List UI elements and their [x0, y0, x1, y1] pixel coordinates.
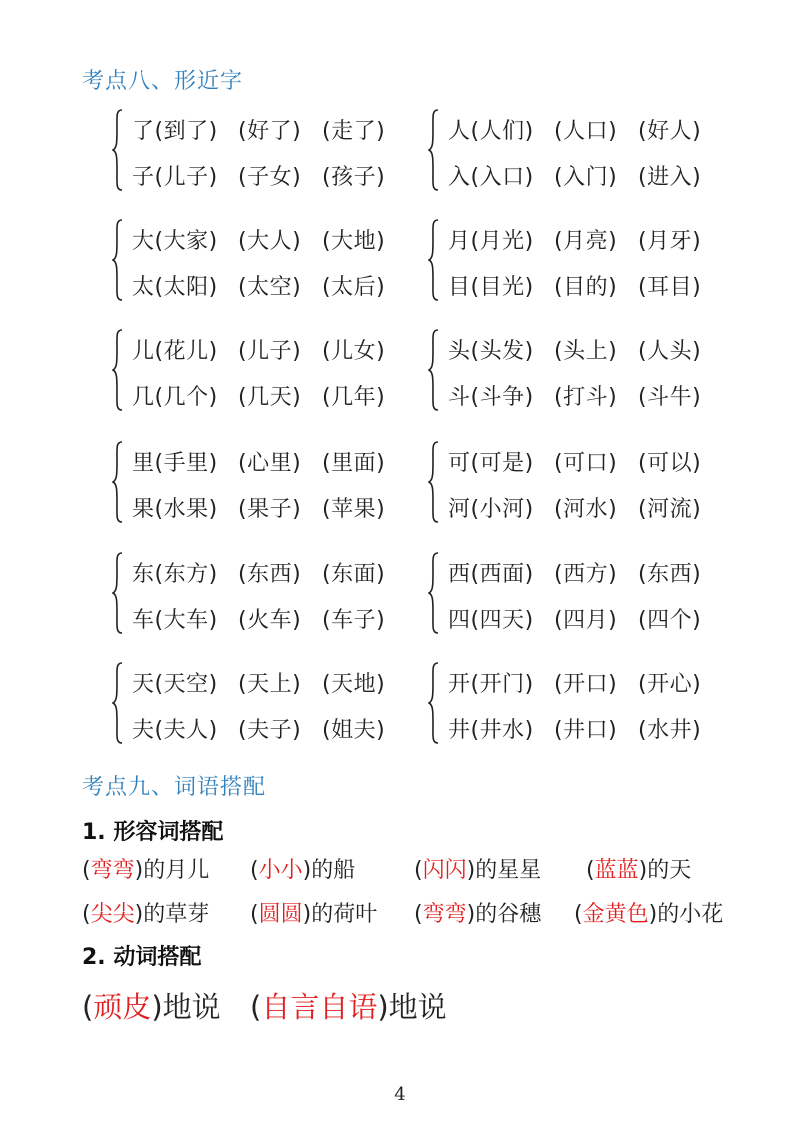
word-entry: 四(四天): [448, 608, 534, 633]
answer-word: 尖尖: [90, 902, 135, 927]
phrase-suffix: 的星星: [475, 858, 542, 883]
char-row: [132, 380, 385, 411]
answer-word: 弯弯: [90, 858, 135, 883]
page-number: 4: [394, 1084, 406, 1105]
phrase-suffix: 的草芽: [143, 902, 210, 927]
word-entry: 可(可是): [448, 451, 534, 476]
word-entry: (儿子): [238, 339, 302, 364]
word-entry: (开心): [638, 672, 702, 697]
word-entry: (东西): [638, 562, 702, 587]
char-group: [112, 328, 412, 412]
verb-phrase: (自言自语)地说: [250, 990, 447, 1024]
curly-brace-icon: [428, 551, 440, 635]
char-row: [448, 603, 701, 634]
word-entry: (果子): [238, 497, 302, 522]
word-entry: (月牙): [638, 229, 702, 254]
curly-brace-icon: [428, 661, 440, 745]
char-row: [448, 492, 701, 523]
word-entry: (东面): [322, 562, 386, 587]
word-entry: (苹果): [322, 497, 386, 522]
word-entry: (目的): [554, 275, 618, 300]
char-row: [132, 224, 385, 255]
phrase-suffix: 的小花: [657, 902, 724, 927]
word-entry: 夫(夫人): [132, 718, 218, 743]
word-entry: (夫子): [238, 718, 302, 743]
char-row: [448, 224, 701, 255]
adjective-phrase: (尖尖)的草芽: [82, 902, 210, 927]
section-8-heading: 考点八、形近字: [82, 69, 244, 94]
word-entry: 了(到了): [132, 119, 218, 144]
word-entry: (可口): [554, 451, 618, 476]
word-entry: (河流): [638, 497, 702, 522]
word-entry: 车(大车): [132, 608, 218, 633]
word-entry: 头(头发): [448, 339, 534, 364]
word-entry: 入(入口): [448, 165, 534, 190]
word-entry: (心里): [238, 451, 302, 476]
char-group: [112, 440, 412, 524]
word-entry: (太空): [238, 275, 302, 300]
char-row: [448, 667, 701, 698]
adjective-phrase: (蓝蓝)的天: [586, 858, 692, 883]
word-entry: (儿女): [322, 339, 386, 364]
word-entry: 儿(花儿): [132, 339, 218, 364]
curly-brace-icon: [112, 551, 124, 635]
adjective-phrase: (闪闪)的星星: [414, 858, 542, 883]
char-row: [448, 160, 701, 191]
answer-word: 圆圆: [258, 902, 303, 927]
curly-brace-icon: [428, 328, 440, 412]
word-entry: (入门): [554, 165, 618, 190]
char-row: [448, 114, 701, 145]
word-entry: 斗(斗争): [448, 385, 534, 410]
char-row: [132, 334, 385, 365]
answer-word: 金黄色: [582, 902, 649, 927]
word-entry: 目(目光): [448, 275, 534, 300]
word-entry: (车子): [322, 608, 386, 633]
word-entry: (进入): [638, 165, 702, 190]
word-entry: 开(开门): [448, 672, 534, 697]
word-entry: (太后): [322, 275, 386, 300]
word-entry: 月(月光): [448, 229, 534, 254]
char-row: [132, 713, 385, 744]
word-entry: 东(东方): [132, 562, 218, 587]
char-row: [132, 557, 385, 588]
word-entry: (耳目): [638, 275, 702, 300]
char-row: [132, 446, 385, 477]
word-entry: (几天): [238, 385, 302, 410]
phrase-suffix: 的荷叶: [311, 902, 378, 927]
curly-brace-icon: [112, 328, 124, 412]
char-row: [132, 114, 385, 145]
phrase-suffix: 地说: [162, 990, 221, 1024]
char-group: [112, 218, 412, 302]
word-entry: 人(人们): [448, 119, 534, 144]
curly-brace-icon: [428, 218, 440, 302]
word-entry: (天地): [322, 672, 386, 697]
char-group: [112, 661, 412, 745]
word-entry: (井口): [554, 718, 618, 743]
char-row: [448, 557, 701, 588]
answer-word: 顽皮: [93, 990, 152, 1024]
curly-brace-icon: [428, 440, 440, 524]
char-group: [112, 551, 412, 635]
word-entry: 太(太阳): [132, 275, 218, 300]
phrase-suffix: 的船: [311, 858, 356, 883]
word-entry: (姐夫): [322, 718, 386, 743]
adjective-phrase: (金黄色)的小花: [574, 902, 724, 927]
char-group: [428, 440, 728, 524]
word-entry: 西(西面): [448, 562, 534, 587]
word-entry: (孩子): [322, 165, 386, 190]
verb-phrase: (顽皮)地说: [82, 990, 221, 1024]
word-entry: (里面): [322, 451, 386, 476]
word-entry: 河(小河): [448, 497, 534, 522]
word-entry: (月亮): [554, 229, 618, 254]
char-group: [112, 108, 412, 192]
word-entry: 里(手里): [132, 451, 218, 476]
word-entry: (四月): [554, 608, 618, 633]
curly-brace-icon: [112, 108, 124, 192]
word-entry: (头上): [554, 339, 618, 364]
char-row: [132, 603, 385, 634]
curly-brace-icon: [112, 661, 124, 745]
curly-brace-icon: [112, 218, 124, 302]
phrase-suffix: 的月儿: [143, 858, 210, 883]
phrase-suffix: 的天: [647, 858, 692, 883]
char-group: [428, 551, 728, 635]
section-9-heading: 考点九、词语搭配: [82, 775, 267, 800]
answer-word: 弯弯: [422, 902, 467, 927]
adjective-collocation-subheading: 1. 形容词搭配: [82, 820, 224, 845]
word-entry: 井(井水): [448, 718, 534, 743]
word-entry: (打斗): [554, 385, 618, 410]
char-row: [448, 334, 701, 365]
char-row: [448, 270, 701, 301]
curly-brace-icon: [428, 108, 440, 192]
char-row: [132, 160, 385, 191]
answer-word: 自言自语: [261, 990, 378, 1024]
word-entry: (可以): [638, 451, 702, 476]
word-entry: 几(几个): [132, 385, 218, 410]
word-entry: (走了): [322, 119, 386, 144]
word-entry: (水井): [638, 718, 702, 743]
word-entry: (四个): [638, 608, 702, 633]
word-entry: 子(儿子): [132, 165, 218, 190]
char-group: [428, 108, 728, 192]
word-entry: (大地): [322, 229, 386, 254]
word-entry: (好人): [638, 119, 702, 144]
word-entry: (人口): [554, 119, 618, 144]
char-row: [448, 713, 701, 744]
adjective-phrase: (圆圆)的荷叶: [250, 902, 378, 927]
curly-brace-icon: [112, 440, 124, 524]
adjective-phrase: (弯弯)的谷穗: [414, 902, 542, 927]
word-entry: 果(水果): [132, 497, 218, 522]
phrase-suffix: 的谷穗: [475, 902, 542, 927]
word-entry: 大(大家): [132, 229, 218, 254]
word-entry: (子女): [238, 165, 302, 190]
char-group: [428, 661, 728, 745]
answer-word: 小小: [258, 858, 303, 883]
word-entry: (大人): [238, 229, 302, 254]
char-group: [428, 218, 728, 302]
phrase-suffix: 地说: [388, 990, 447, 1024]
char-row: [448, 380, 701, 411]
word-entry: (河水): [554, 497, 618, 522]
char-group: [428, 328, 728, 412]
word-entry: (几年): [322, 385, 386, 410]
word-entry: (火车): [238, 608, 302, 633]
char-row: [132, 270, 385, 301]
char-row: [448, 446, 701, 477]
adjective-phrase: (弯弯)的月儿: [82, 858, 210, 883]
char-row: [132, 667, 385, 698]
word-entry: (好了): [238, 119, 302, 144]
word-entry: (东西): [238, 562, 302, 587]
word-entry: (天上): [238, 672, 302, 697]
word-entry: 天(天空): [132, 672, 218, 697]
word-entry: (开口): [554, 672, 618, 697]
char-row: [132, 492, 385, 523]
word-entry: (人头): [638, 339, 702, 364]
adjective-phrase: (小小)的船: [250, 858, 356, 883]
answer-word: 蓝蓝: [594, 858, 639, 883]
verb-collocation-subheading: 2. 动词搭配: [82, 945, 202, 970]
word-entry: (斗牛): [638, 385, 702, 410]
word-entry: (西方): [554, 562, 618, 587]
answer-word: 闪闪: [422, 858, 467, 883]
